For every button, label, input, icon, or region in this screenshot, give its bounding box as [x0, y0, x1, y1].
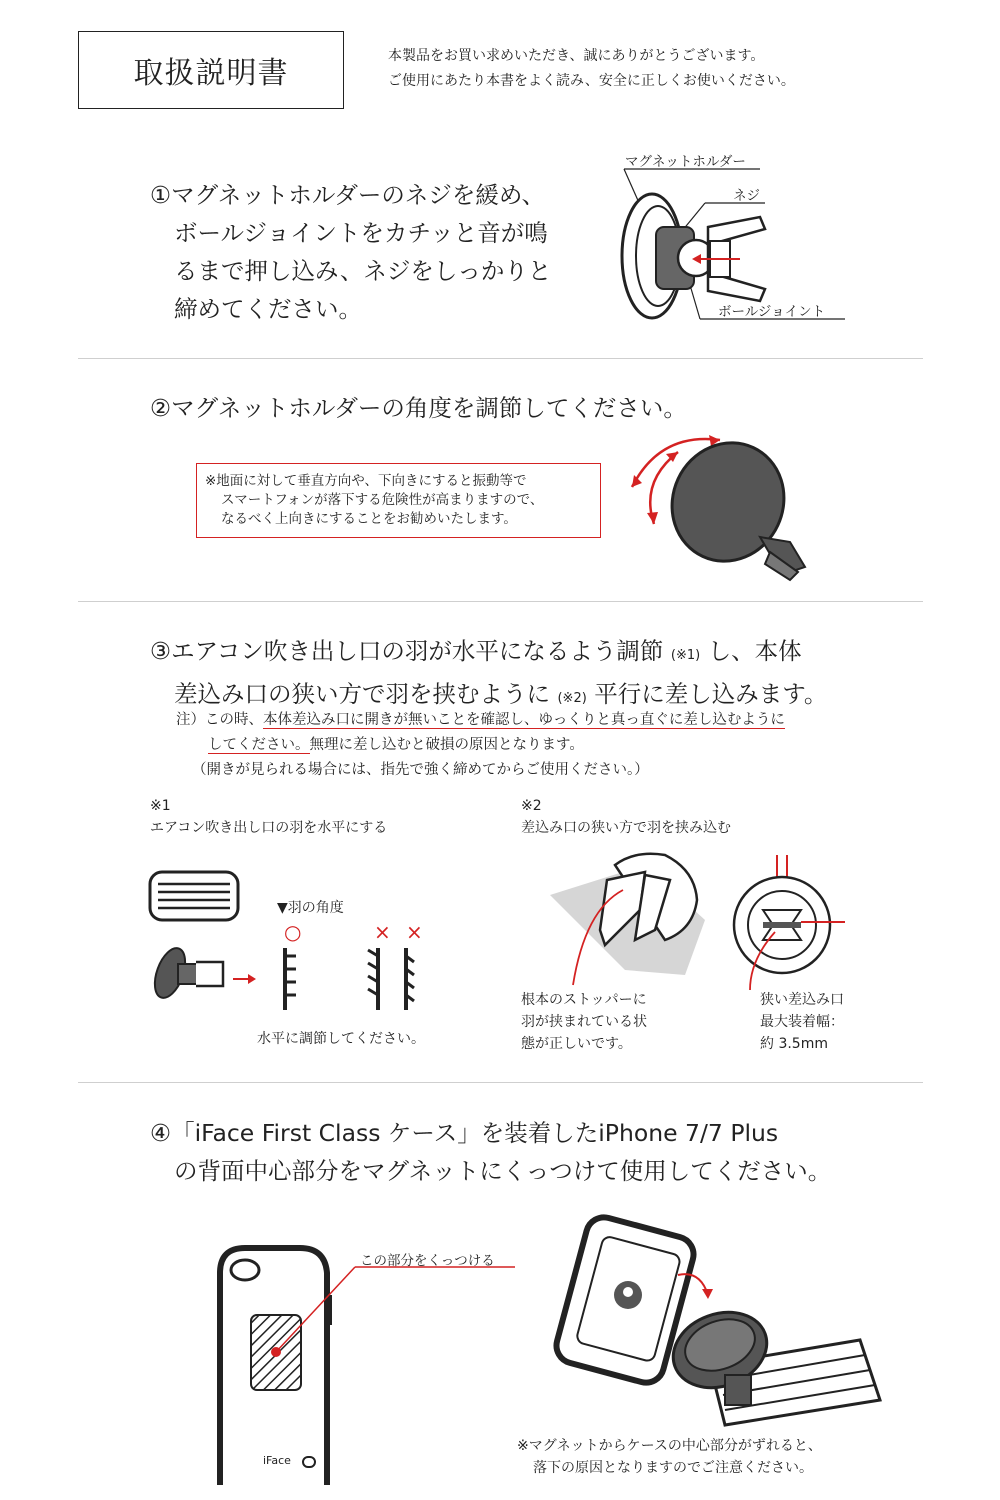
fig1-angle-label: ▼羽の角度 [277, 900, 344, 916]
step3-ref-1: (※1) [670, 648, 701, 663]
step2-heading: ②マグネットホルダーの角度を調節してください。 [150, 394, 687, 422]
fig2-note-width [760, 989, 844, 1055]
divider-2 [78, 601, 923, 602]
manual-title: 取扱説明書 [78, 31, 344, 109]
divider-3 [78, 1082, 923, 1083]
step4-line-2: の背面中心部分をマグネットにくっつけて使用してください。 [174, 1157, 832, 1185]
label-magnet-holder: マグネットホルダー [625, 154, 746, 170]
fig1-bottom-caption: 水平に調節してください。 [257, 1031, 425, 1047]
step3-line-1b: し、本体 [707, 637, 802, 665]
fig1-header [150, 795, 387, 839]
fig2-note-stopper [521, 989, 647, 1055]
fig2-note-b-line-2: 最大装着幅： [760, 1014, 844, 1030]
intro-line-2: ご使用にあたり本書をよく読み、安全に正しくお使いください。 [388, 73, 795, 89]
step4-text [150, 1114, 831, 1190]
step3-note-line-1 [176, 708, 785, 733]
fig2-note-a-line-2: 羽が挟まれている状 [521, 1014, 647, 1030]
step4-line-1: ④「iFace First Class ケース」を装着したiPhone 7/7 Plus [150, 1119, 779, 1147]
step1-line-3: るまで押し込み、ネジをしっかりと [174, 257, 552, 285]
step3-note-rest: 無理に差し込むと破損の原因となります。 [309, 737, 584, 753]
step1-text [150, 176, 551, 328]
fig2-header [521, 795, 731, 839]
step3-note-underlined-b: してください。 [208, 737, 310, 753]
step3-note-underlined-a: 本体差込み口に開きが無いことを確認し、ゆっくりと真っ直ぐに差し込むように [263, 712, 785, 728]
step3-ref-2: (※2) [557, 691, 587, 706]
divider-1 [78, 358, 923, 359]
fig1-caption: エアコン吹き出し口の羽を水平にする [150, 820, 388, 836]
fig1-ok-mark: ○ [284, 920, 302, 944]
fig2-note-b-line-1: 狭い差込み口 [760, 992, 844, 1008]
iface-logo-text: iFace [263, 1454, 291, 1467]
step2-warning-line-1: ※地面に対して垂直方向や、下向きにすると振動等で [205, 473, 527, 489]
attach-area-label: この部分をくっつける [360, 1253, 495, 1269]
fig2-diagram [545, 850, 855, 1000]
intro-line-1: 本製品をお買い求めいただき、誠にありがとうございます。 [388, 48, 765, 64]
step4-warning [517, 1435, 822, 1479]
step4-warning-line-2: 落下の原因となりますのでご注意ください。 [533, 1460, 813, 1476]
step1-line-2: ボールジョイントをカチッと音が鳴 [174, 219, 548, 247]
step4-case-diagram [215, 1245, 525, 1485]
step3-note [176, 708, 785, 783]
step3-line-2b: 平行に差し込みます。 [594, 680, 828, 708]
fig1-ng-mark-2: × [406, 920, 423, 944]
step1-line-4: 締めてください。 [174, 295, 362, 323]
intro-text [388, 44, 795, 94]
step3-note-line-2 [176, 733, 785, 758]
step3-text [150, 632, 827, 718]
fig1-ng-mark-1: × [374, 920, 391, 944]
step2-warning-line-3: なるべく上向きにすることをお勧めいたします。 [221, 511, 517, 527]
step4-warning-line-1: ※マグネットからケースの中心部分がずれると、 [517, 1438, 822, 1454]
fig2-note-a-line-1: 根本のストッパーに [521, 992, 647, 1008]
step2-warning-line-2: スマートフォンが落下する危険性が高まりますので、 [221, 492, 544, 508]
step3-note-prefix: 注）この時、 [176, 712, 263, 728]
fig2-caption: 差込み口の狭い方で羽を挟み込む [521, 820, 731, 836]
step2-warning-box [196, 463, 601, 538]
step3-line-1 [150, 632, 827, 675]
step3-line-1a: ③エアコン吹き出し口の羽が水平になるよう調節 [150, 637, 664, 665]
step3-line-2a: 差込み口の狭い方で羽を挟むように [174, 680, 550, 708]
step3-note-line-3: （開きが見られる場合には、指先で強く締めてからご使用ください。） [192, 762, 649, 778]
step1-line-1: ①マグネットホルダーのネジを緩め、 [150, 181, 545, 209]
step2-holder-diagram [620, 432, 830, 582]
fig1-ref: ※1 [150, 798, 171, 814]
fig2-ref: ※2 [521, 798, 542, 814]
label-screw: ネジ [733, 188, 760, 204]
step4-attach-diagram [560, 1215, 890, 1435]
fig2-note-b-line-3: 約 3.5mm [760, 1036, 828, 1052]
fig1-diagram [148, 870, 448, 1030]
fig2-note-a-line-3: 態が正しいです。 [521, 1036, 632, 1052]
label-ball-joint: ボールジョイント [718, 304, 826, 320]
